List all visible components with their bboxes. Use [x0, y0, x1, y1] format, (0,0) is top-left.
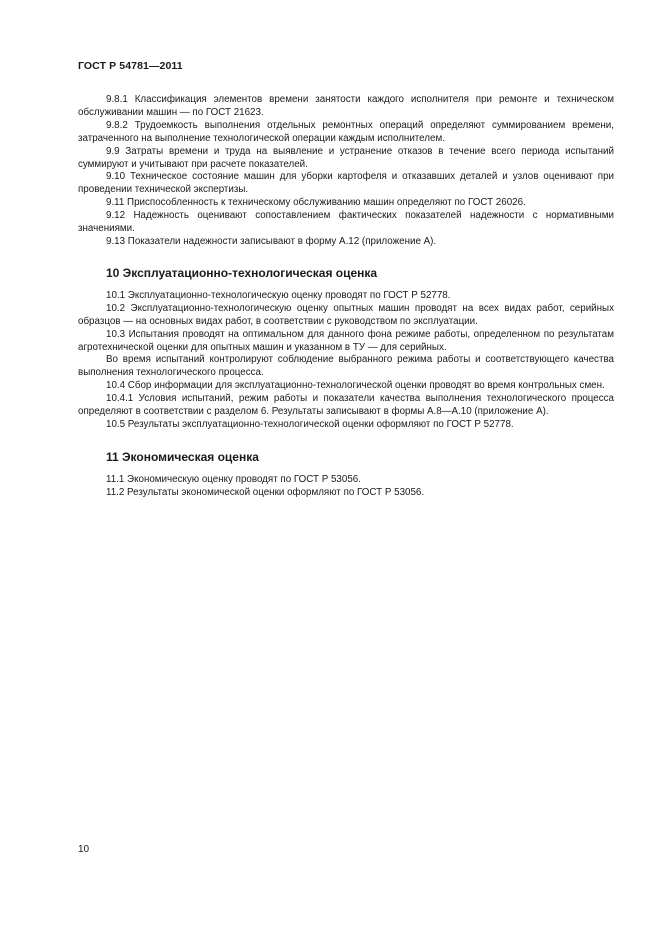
paragraph-10-4-1: 10.4.1 Условия испытаний, режим работы и показатели качества выполнения технологического процесса определяют в соответствии с разделом 6. Результаты записывают в формы А.8—А.10 (приложение А).: [78, 393, 614, 418]
paragraph-9-11: 9.11 Приспособленность к техническому обслуживанию машин определяют по ГОСТ 26026.: [106, 197, 526, 209]
paragraph-9-10: 9.10 Техническое состояние машин для уборки картофеля и отказавших деталей и узлов оценивают при проведении технической экспертизы.: [78, 171, 614, 196]
paragraph-11-2: 11.2 Результаты экономической оценки оформляют по ГОСТ Р 53056.: [106, 486, 425, 498]
paragraph-9-8-1: 9.8.1 Классификация элементов времени занятости каждого исполнителя при ремонте и техническом обслуживании машин — по ГОСТ 21623.: [78, 94, 614, 118]
section-11-heading: 11 Экономическая оценка: [106, 449, 259, 464]
paragraph-10-1: 10.1 Эксплуатационно-технологическую оценку проводят по ГОСТ Р 52778.: [106, 289, 451, 301]
paragraph-9-8-2: 9.8.2 Трудоемкость выполнения отдельных ремонтных операций определяют суммированием времени, затраченного на выполнение технологической операции каждым исполнителем.: [78, 119, 614, 144]
paragraph-10-2: 10.2 Эксплуатационно-технологическую оценку опытных машин проводят на всех видах работ, серийных образцов — на основных видах работ, в соответствии с руководством по эксплуатации.: [78, 302, 614, 327]
document-body: [78, 94, 614, 500]
paragraph-10-4: 10.4 Сбор информации для эксплуатационно-технологической оценки проводят во время контрольных смен.: [106, 380, 605, 392]
page-number: 10: [78, 844, 90, 855]
paragraph-9-12: 9.12 Надежность оценивают сопоставлением фактических показателей надежности с нормативными значениями.: [78, 210, 614, 235]
paragraph-9-13: 9.13 Показатели надежности записывают в форму А.12 (приложение А).: [106, 235, 437, 247]
paragraph-10-3: 10.3 Испытания проводят на оптимальном для данного фона режиме работы, определенном по результатам агротехнической оценки для опытных машин и указанном в ТУ — для серийных.: [78, 328, 614, 353]
paragraph-11-1: 11.1 Экономическую оценку проводят по ГОСТ Р 53056.: [106, 473, 361, 485]
paragraph-10-3-continued: Во время испытаний контролируют соблюдение выбранного режима работы и соответствующего качества выполнения технологического процесса.: [78, 354, 614, 379]
paragraph-10-5: 10.5 Результаты эксплуатационно-технологической оценки оформляют по ГОСТ Р 52778.: [106, 418, 514, 430]
section-10-heading: 10 Эксплуатационно-технологическая оценка: [106, 265, 378, 280]
document-header: ГОСТ Р 54781—2011: [78, 60, 183, 72]
paragraph-9-9: 9.9 Затраты времени и труда на выявление и устранение отказов в течение всего периода испытаний суммируют и учитывают при расчете показателей.: [78, 145, 614, 170]
